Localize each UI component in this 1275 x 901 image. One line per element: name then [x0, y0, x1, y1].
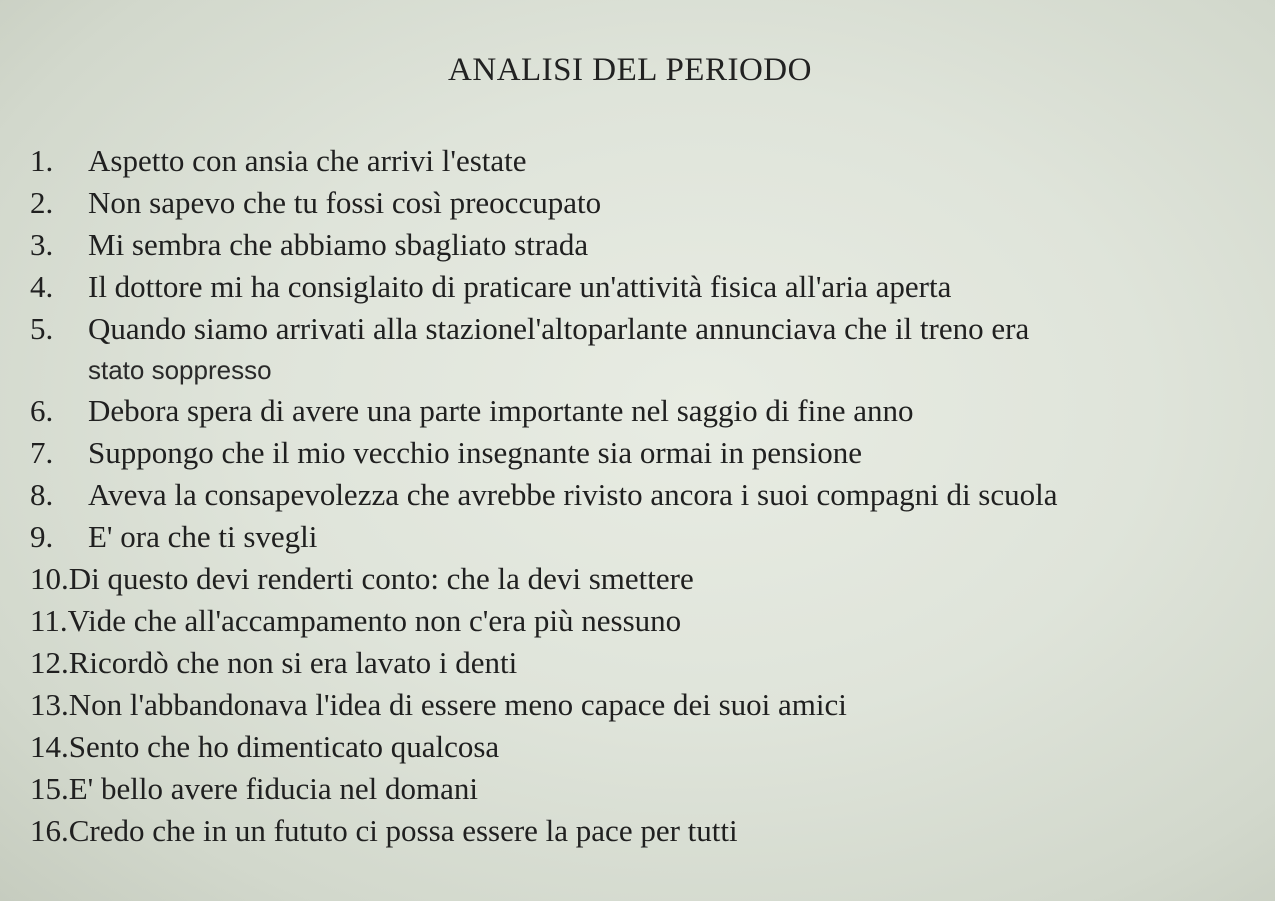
page-title: ANALISI DEL PERIODO	[448, 52, 812, 88]
item-text: Debora spera di avere una parte importante nel saggio di fine anno	[88, 393, 914, 428]
item-number: 5.	[30, 311, 54, 346]
item-text: Di questo devi renderti conto: che la devi smettere	[68, 561, 694, 596]
list-item	[30, 810, 1260, 852]
list-item	[30, 726, 1260, 768]
list-item	[30, 432, 1260, 474]
item-text: Aspetto con ansia che arrivi l'estate	[88, 143, 527, 178]
item-text: Il dottore mi ha consiglaito di praticare un'attività fisica all'aria aperta	[88, 269, 952, 304]
item-text: E' ora che ti svegli	[88, 519, 318, 554]
item-text: Credo che in un fututo ci possa essere la pace per tutti	[68, 813, 738, 848]
list-item	[30, 308, 1260, 390]
item-text: Non sapevo che tu fossi così preoccupato	[88, 185, 602, 220]
item-number: 9.	[30, 519, 54, 554]
item-number: 1.	[30, 143, 54, 178]
item-text: Sento che ho dimenticato qualcosa	[68, 729, 500, 764]
list-item	[30, 390, 1260, 432]
item-number: 2.	[30, 185, 54, 220]
item-text: Quando siamo arrivati alla stazionel'altoparlante annunciava che il treno era	[88, 311, 1030, 346]
item-text: Ricordò che non si era lavato i denti	[68, 645, 518, 680]
item-continuation-text: stato soppresso	[88, 355, 272, 385]
item-text: Vide che all'accampamento non c'era più nessuno	[67, 603, 682, 638]
item-number: 16.	[30, 813, 69, 848]
item-number: 12.	[30, 645, 69, 680]
list-item	[30, 558, 1260, 600]
list-item	[30, 474, 1260, 516]
item-text: Aveva la consapevolezza che avrebbe rivisto ancora i suoi compagni di scuola	[88, 477, 1058, 512]
list-item	[30, 768, 1260, 810]
item-text: Suppongo che il mio vecchio insegnante sia ormai in pensione	[88, 435, 862, 470]
list-item	[30, 600, 1260, 642]
item-number: 8.	[30, 477, 54, 512]
item-text: Mi sembra che abbiamo sbagliato strada	[88, 227, 589, 262]
item-number: 6.	[30, 393, 54, 428]
item-number: 11.	[30, 603, 68, 638]
item-text: Non l'abbandonava l'idea di essere meno capace dei suoi amici	[68, 687, 847, 722]
list-item	[30, 516, 1260, 558]
item-number: 15.	[30, 771, 69, 806]
item-number: 4.	[30, 269, 54, 304]
list-item	[30, 266, 1260, 308]
item-number: 14.	[30, 729, 69, 764]
item-text: E' bello avere fiducia nel domani	[68, 771, 479, 806]
list-item	[30, 140, 1260, 182]
list-item	[30, 224, 1260, 266]
item-number: 13.	[30, 687, 69, 722]
list-item	[30, 684, 1260, 726]
item-number: 7.	[30, 435, 54, 470]
item-number: 3.	[30, 227, 54, 262]
sentence-list	[30, 140, 1260, 852]
list-item	[30, 182, 1260, 224]
list-item	[30, 642, 1260, 684]
item-first-line	[30, 308, 1029, 350]
item-number: 10.	[30, 561, 69, 596]
